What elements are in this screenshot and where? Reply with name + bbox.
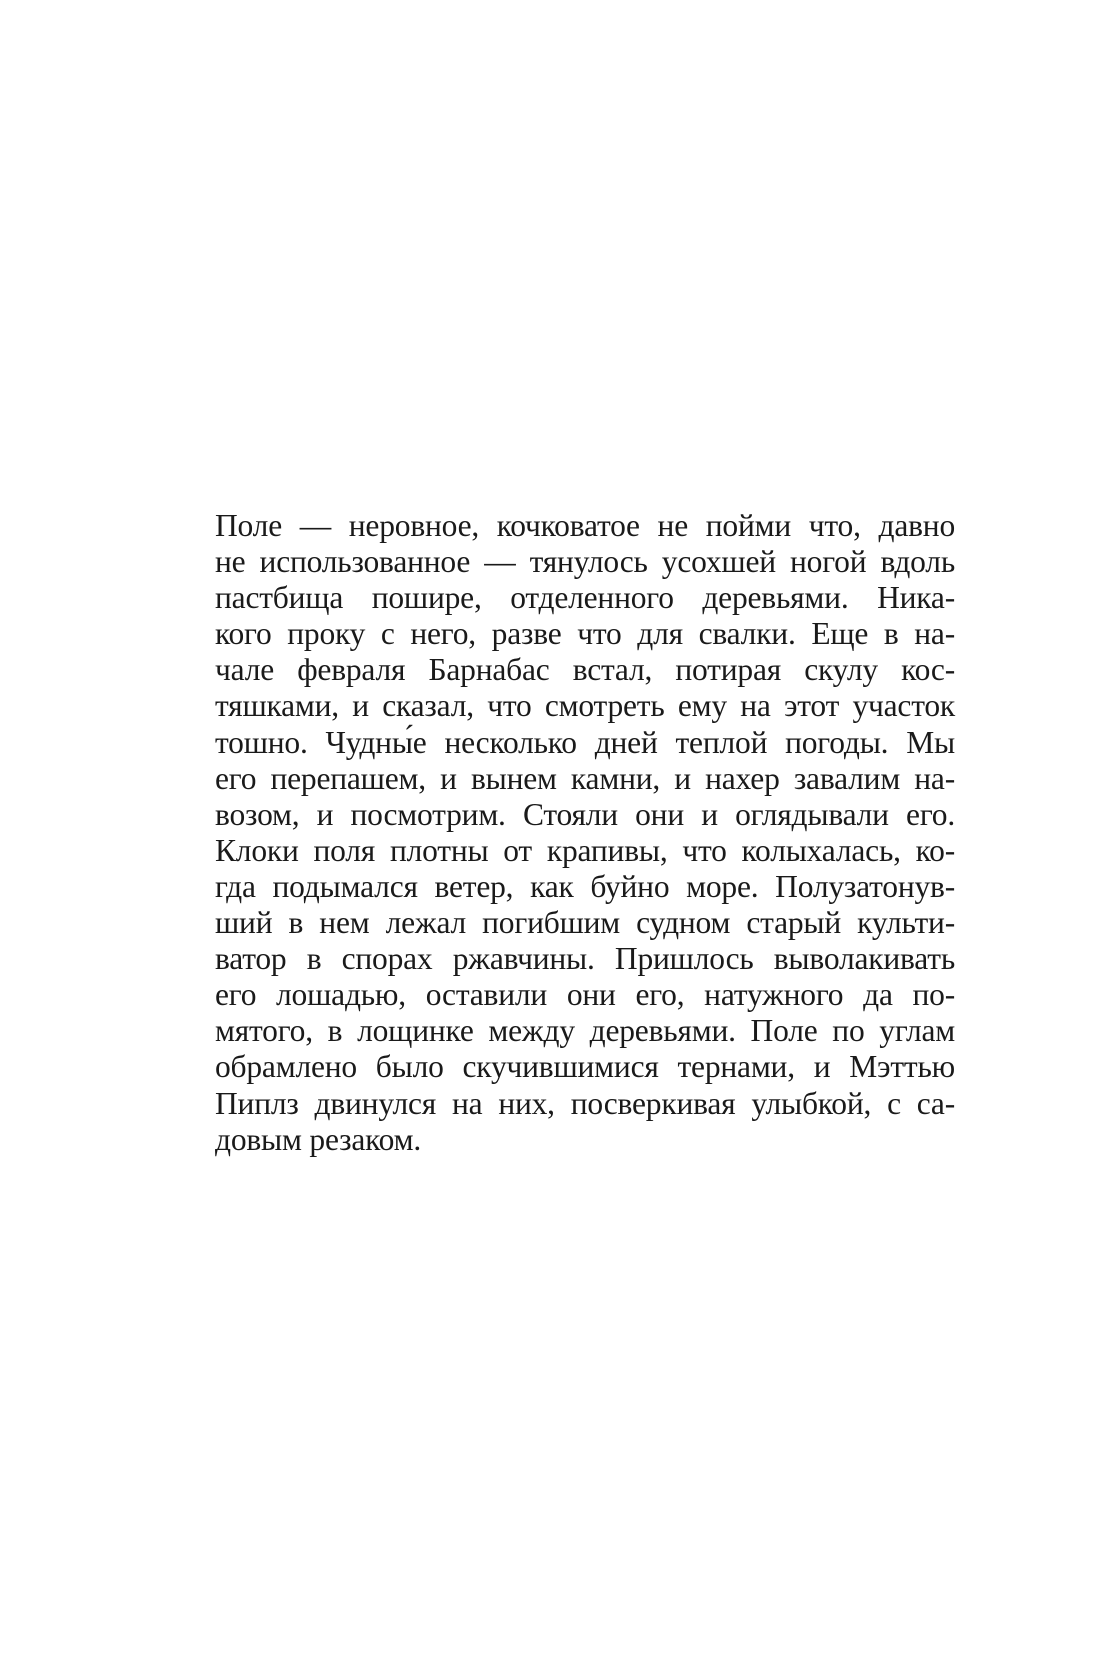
text-line: ватор в спорах ржавчины. Пришлось выволакивать xyxy=(215,941,955,977)
text-line: Поле — неровное, кочковатое не пойми что, давно xyxy=(215,508,955,543)
text-line: обрамлено было скучившимися тернами, и Мэттью xyxy=(215,1049,955,1085)
text-line: довым резаком. xyxy=(215,1121,422,1157)
text-line: возом, и посмотрим. Стояли они и оглядывали его. xyxy=(215,796,955,832)
text-line: кого проку с него, разве что для свалки. Еще в на- xyxy=(215,616,955,652)
body-paragraph xyxy=(215,508,955,1158)
text-line: гда подымался ветер, как буйно море. Полузатонув- xyxy=(215,868,955,904)
text-line: тошно. Чудны́е несколько дней теплой погоды. Мы xyxy=(215,724,955,760)
text-line: Клоки поля плотны от крапивы, что колыхалась, ко- xyxy=(215,832,955,868)
text-line: тяшками, и сказал, что смотреть ему на этот участок xyxy=(215,688,955,724)
text-line: его перепашем, и вынем камни, и нахер завалим на- xyxy=(215,760,955,796)
text-line: мятого, в лощинке между деревьями. Поле по углам xyxy=(215,1013,955,1049)
text-line: ший в нем лежал погибшим судном старый культи- xyxy=(215,905,955,941)
text-line: его лошадью, оставили они его, натужного да по- xyxy=(215,977,955,1013)
text-line: не использованное — тянулось усохшей ногой вдоль xyxy=(215,544,955,580)
text-line: Пиплз двинулся на них, посверкивая улыбкой, с са- xyxy=(215,1085,955,1121)
text-line: пастбища пошире, отделенного деревьями. Ника- xyxy=(215,580,955,616)
text-line: чале февраля Барнабас встал, потирая скулу кос- xyxy=(215,652,955,688)
